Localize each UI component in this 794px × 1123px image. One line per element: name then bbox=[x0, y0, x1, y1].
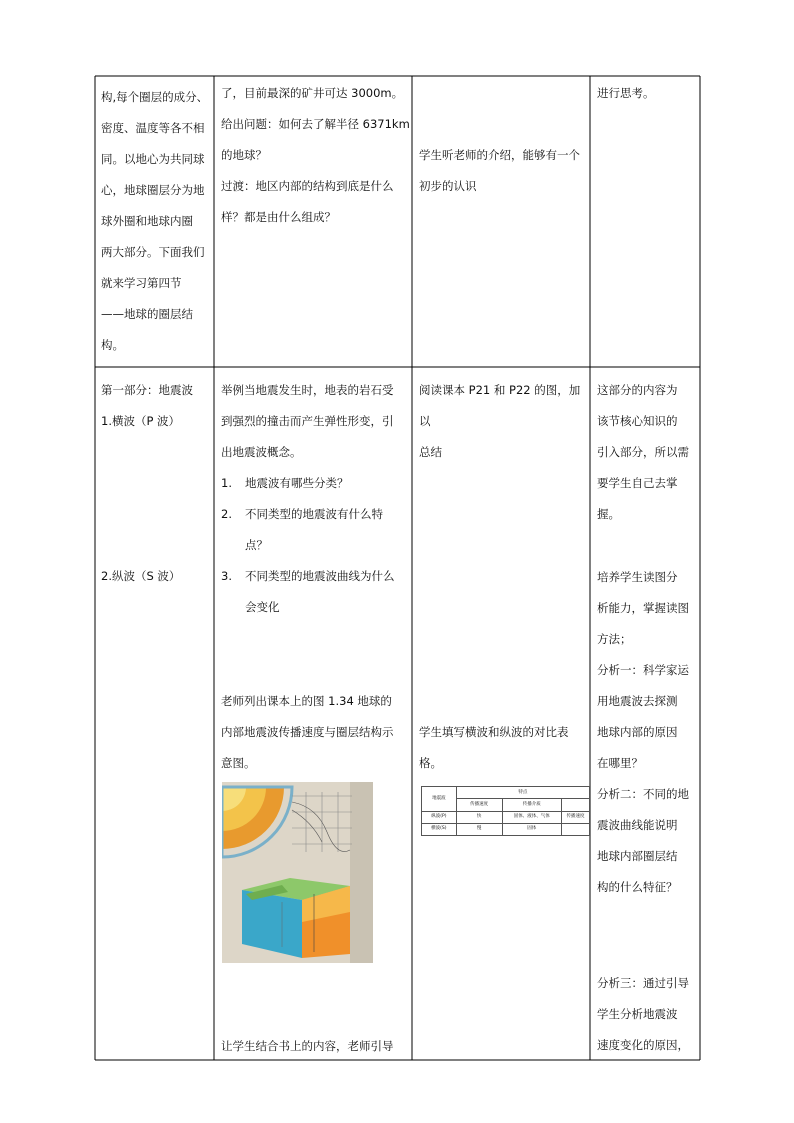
text-line: 过渡：地区内部的结构到底是什么 bbox=[221, 179, 394, 193]
text-line: 就来学习第四节 bbox=[101, 276, 182, 290]
text-line: 引入部分，所以需 bbox=[597, 445, 689, 459]
row1-col1-text bbox=[101, 82, 213, 361]
table-cell: 横波(S) bbox=[422, 823, 457, 835]
table-cell: 传播速度 bbox=[561, 811, 589, 823]
earth-structure-illustration bbox=[222, 782, 373, 963]
table-subheader bbox=[561, 799, 589, 811]
text-line: 构。 bbox=[101, 338, 124, 352]
text-line: 这部分的内容为 bbox=[597, 383, 678, 397]
text-line: 举例当地震发生时，地表的岩石受 bbox=[221, 383, 394, 397]
table-cell: 快 bbox=[456, 811, 502, 823]
table-header-features: 特点 bbox=[456, 787, 589, 799]
text-line: 构的什么特征？ bbox=[597, 880, 678, 894]
text-line: 分析三：通过引导 bbox=[597, 976, 689, 990]
text-line: 地球内部的原因 bbox=[597, 725, 678, 739]
row1-col3-text bbox=[419, 140, 589, 202]
text-line: 培养学生读图分 bbox=[597, 570, 678, 584]
table-cell: 慢 bbox=[456, 823, 502, 835]
text-line: 学生填写横波和纵波的对比表 bbox=[419, 725, 569, 739]
text-line: 学生听老师的介绍，能够有一个 bbox=[419, 148, 580, 162]
text-line: 格。 bbox=[419, 756, 442, 770]
text-line: ——地球的圈层结 bbox=[101, 307, 193, 321]
text-line: 分析一：科学家运 bbox=[597, 663, 689, 677]
text-line: 进行思考。 bbox=[597, 86, 655, 100]
list-item: 2. 不同类型的地震波有什么特 bbox=[221, 507, 383, 521]
wave-item-2: 2.纵波（S 波） bbox=[101, 569, 181, 583]
text-line: 阅读课本 P21 和 P22 的图，加以 bbox=[419, 383, 581, 428]
table-cell bbox=[561, 823, 589, 835]
row2-col4-p2 bbox=[597, 562, 699, 903]
table-cell: 固体、液体、气体 bbox=[502, 811, 561, 823]
text-line: 总结 bbox=[419, 445, 442, 459]
text-line: 样？都是由什么组成？ bbox=[221, 210, 336, 224]
text-line: 出地震波概念。 bbox=[221, 445, 302, 459]
wave-item-1: 1.横波（P 波） bbox=[101, 414, 181, 428]
list-item: 3. 不同类型的地震波曲线为什么 bbox=[221, 569, 395, 583]
text-line: 学生分析地震波 bbox=[597, 1007, 678, 1021]
text-line: 地球内部圈层结 bbox=[597, 849, 678, 863]
table-subheader: 传播速度 bbox=[456, 799, 502, 811]
text-line: 密度、温度等各不相 bbox=[101, 121, 205, 135]
row2-col2-teacher bbox=[221, 686, 411, 779]
text-line: 速度变化的原因， bbox=[597, 1038, 689, 1052]
text-line: 构,每个圈层的成分、 bbox=[101, 90, 209, 104]
text-line: 该节核心知识的 bbox=[597, 414, 678, 428]
table-subheader: 传播介质 bbox=[502, 799, 561, 811]
section-heading: 第一部分：地震波 bbox=[101, 383, 193, 397]
row2-col4-p1 bbox=[597, 375, 699, 530]
table-cell: 固体 bbox=[502, 823, 561, 835]
text-line: 球外圈和地球内圈 bbox=[101, 214, 193, 228]
text-line: 析能力，掌握读图 bbox=[597, 601, 689, 615]
text-line: 用地震波去探测 bbox=[597, 694, 678, 708]
table-header-wave: 地震波 bbox=[422, 787, 457, 812]
text-line: 给出问题：如何去了解半径 6371km bbox=[221, 117, 410, 131]
wave-comparison-table bbox=[421, 786, 590, 836]
row2-col3-mid bbox=[419, 717, 589, 779]
text-line: 让学生结合书上的内容，老师引导 bbox=[221, 1039, 394, 1053]
text-line: 的地球？ bbox=[221, 148, 267, 162]
textbook-figure-photo bbox=[222, 782, 373, 963]
text-line: 心，地球圈层分为地 bbox=[101, 183, 205, 197]
text-line: 到强烈的撞击而产生弹性形变，引 bbox=[221, 414, 394, 428]
row2-col4-p3 bbox=[597, 968, 699, 1061]
row2-col2-bottom bbox=[221, 1031, 411, 1062]
text-line: 意图。 bbox=[221, 756, 256, 770]
text-line: 了，目前最深的矿井可达 3000m。 bbox=[221, 86, 404, 100]
row2-col1-heading bbox=[101, 375, 213, 437]
row2-col2-text bbox=[221, 375, 411, 623]
text-line: 老师列出课本上的图 1.34 地球的 bbox=[221, 694, 392, 708]
text-line: 两大部分。下面我们 bbox=[101, 245, 205, 259]
row2-col1-item2 bbox=[101, 561, 213, 592]
text-line: 震波曲线能说明 bbox=[597, 818, 678, 832]
list-item: 1. 地震波有哪些分类？ bbox=[221, 476, 349, 490]
list-item-cont: 会变化 bbox=[245, 600, 280, 614]
text-line: 初步的认识 bbox=[419, 179, 477, 193]
text-line: 方法； bbox=[597, 632, 632, 646]
text-line: 内部地震波传播速度与圈层结构示 bbox=[221, 725, 394, 739]
row1-col4-text bbox=[597, 78, 697, 109]
text-line: 在哪里？ bbox=[597, 756, 643, 770]
text-line: 要学生自己去掌 bbox=[597, 476, 678, 490]
list-item-cont: 点？ bbox=[245, 538, 268, 552]
text-line: 分析二：不同的地 bbox=[597, 787, 689, 801]
text-line: 同。以地心为共同球 bbox=[101, 152, 205, 166]
row1-col2-text bbox=[221, 78, 411, 233]
row2-col3-top bbox=[419, 375, 589, 468]
text-line: 握。 bbox=[597, 507, 620, 521]
table-cell: 纵波(P) bbox=[422, 811, 457, 823]
